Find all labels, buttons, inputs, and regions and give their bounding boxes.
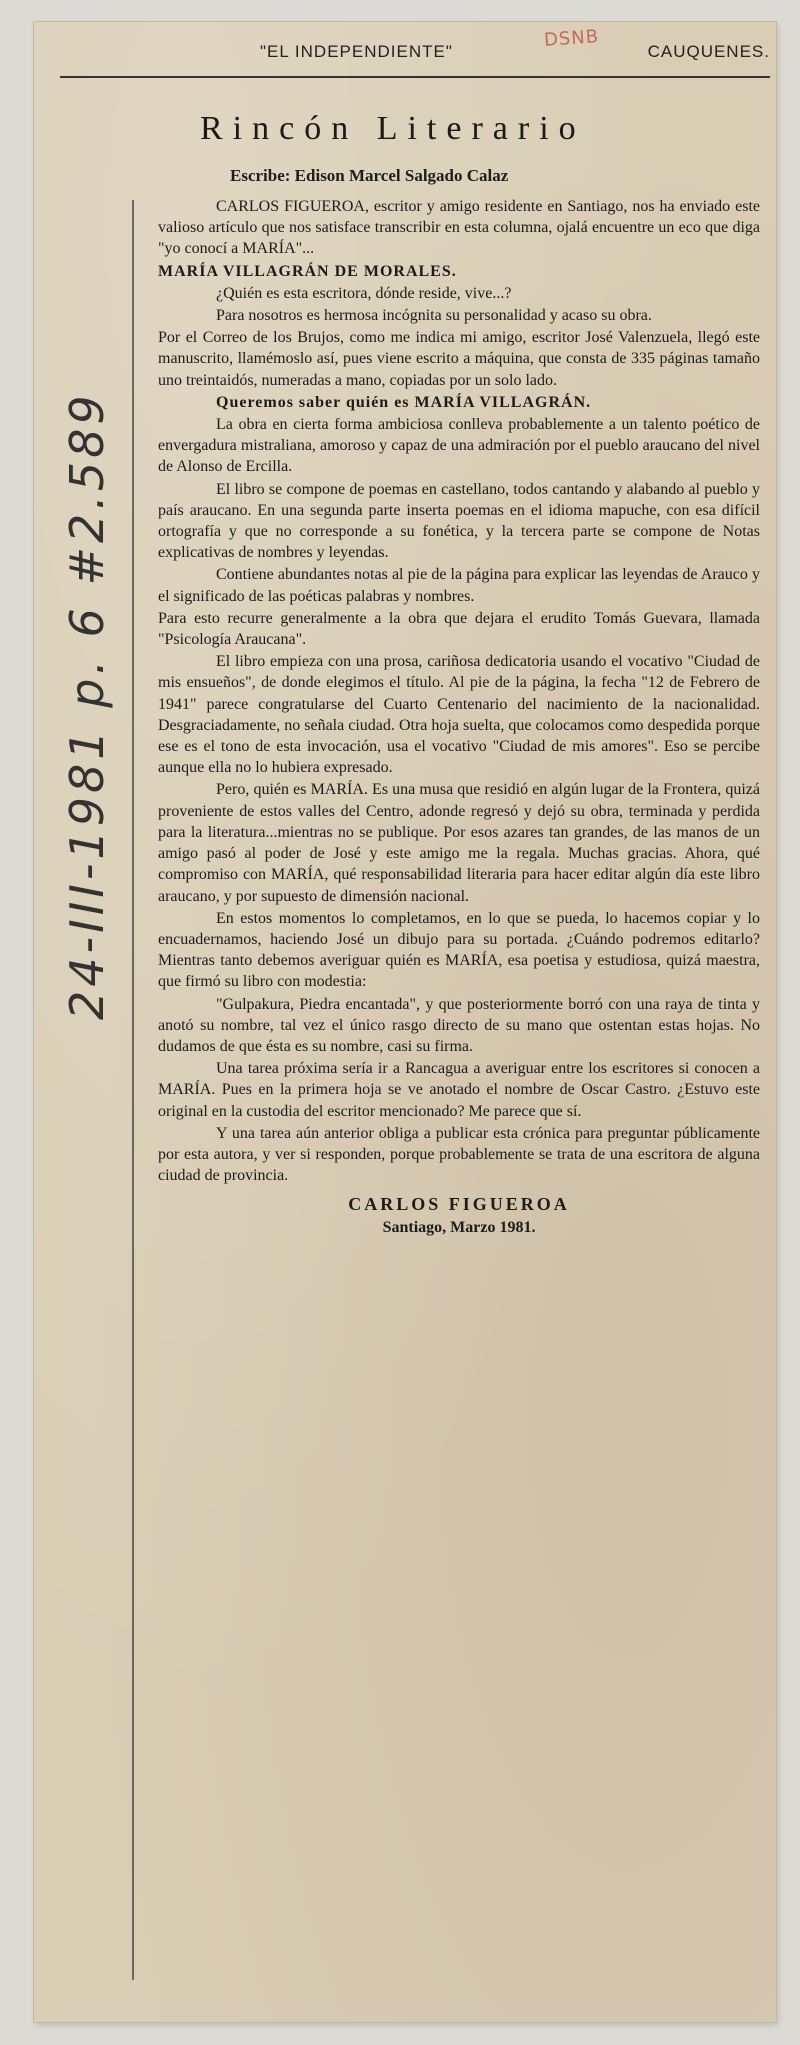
paragraph: ¿Quién es esta escritora, dónde reside, vive...? xyxy=(216,284,512,302)
margin-note-text: 24-III-1981 p. 6 #2.589 xyxy=(60,391,114,1020)
archive-stamp: DSNB xyxy=(543,26,600,51)
paragraph: Contiene abundantes notas al pie de la página para explicar las leyendas de Arauco y el significado de las poéticas palabras y nombres. xyxy=(158,566,760,605)
paragraph: Una tarea próxima sería ir a Rancagua a averiguar entre los escritores si conocen a MARÍA. Pues en la primera hoja se ve anotado el nombre de Oscar Castro. ¿Estuvo este original en la custodia del escritor mencionado? Me parece que sí. xyxy=(158,1060,760,1120)
paragraph: En estos momentos lo completamos, en lo que se pueda, lo hacemos copiar y lo encuadernamos, haciendo José un dibujo para su portada. ¿Cuándo podremos editarlo? Mientras tanto debemos averiguar quién es MARÍA, esa poetisa y estudiosa, quizá maestra, que firmó su libro con modestia: xyxy=(158,909,760,991)
dateline: Santiago, Marzo 1981. xyxy=(382,1218,536,1236)
paragraph: Por el Correo de los Brujos, como me indica mi amigo, escritor José Valenzuela, llegó este manuscrito, llamémoslo así, pues viene escrito a máquina, que consta de 335 páginas tamaño uno treintaidós, numeradas a mano, copiadas por un solo lado. xyxy=(158,329,760,389)
margin-rule xyxy=(132,200,134,1980)
paragraph: CARLOS FIGUEROA, escritor y amigo residente en Santiago, nos ha enviado este valioso artículo que nos satisface transcribir en esta columna, ojalá encuentre un eco que diga "yo conocí a MARÍA"... xyxy=(158,198,760,258)
paragraph: Para esto recurre generalmente a la obra que dejara el erudito Tomás Guevara, llamada "Psicología Araucana". xyxy=(158,609,760,649)
paragraph: Pero, quién es MARÍA. Es una musa que residió en algún lugar de la Frontera, quizá proveniente de estos valles del Centro, adonde regresó y dejó su obra, terminada y perdida para la literatura...mientras no se publique. Por esos azares tan grandes, de las manos de un amigo pasó al poder de José y este amigo me la regala. Muchas gracias. Ahora, qué compromiso con MARÍA, qué responsabilidad literaria para hacer editar algún día este libro araucano, y por supuesto de dimensión nacional. xyxy=(158,781,760,905)
paragraph: Y una tarea aún anterior obliga a publicar esta crónica para preguntar públicamente por esta autora, y ver si responden, porque probablemente se trata de una escritora de alguna ciudad de provincia. xyxy=(158,1124,760,1185)
paragraph: Queremos saber quién es MARÍA VILLAGRÁN. xyxy=(216,393,592,411)
paragraph: Para nosotros es hermosa incógnita su personalidad y acaso su obra. xyxy=(216,307,652,325)
newspaper-name: "EL INDEPENDIENTE" xyxy=(260,42,453,61)
byline: Escribe: Edison Marcel Salgado Calaz xyxy=(230,166,509,185)
handwritten-margin-note xyxy=(50,200,114,1020)
paragraph: "Gulpakura, Piedra encantada", y que posteriormente borró con una raya de tinta y anotó su nombre, tal vez el único rasgo directo de su mano que ostentan estas hojas. No dudamos de que ésta es su nombre, casi su firma. xyxy=(158,995,760,1055)
newspaper-city: CAUQUENES. xyxy=(647,42,770,61)
article-heading: MARÍA VILLAGRÁN DE MORALES. xyxy=(158,262,457,280)
paragraph: El libro se compone de poemas en castellano, todos cantando y alabando al pueblo y país araucano. En una segunda parte inserta poemas en el idioma mapuche, con esa difícil ortografía y que no corresponde a su fonética, y la tercera parte se compone de Notas explicativas de nombres y leyendas. xyxy=(158,480,760,562)
column-title: Rincón Literario xyxy=(200,110,586,147)
paragraph: El libro empieza con una prosa, cariñosa dedicatoria usando el vocativo "Ciudad de mis ensueños", de donde elegimos el título. Al pie de la página, la fecha "12 de Febrero de 1941" parece congratularse del Cuarto Centenario del nacimiento de la nacionalidad. Desgraciadamente, no señala ciudad. Otra hoja suelta, que colocamos como despedida porque ese es el tono de esta invocación, usa el vocativo "Ciudad de mis amores". Eso se percibe aunque ella no lo hubiera expresado. xyxy=(158,653,760,777)
masthead xyxy=(60,26,770,62)
signature: CARLOS FIGUEROA xyxy=(348,1194,570,1215)
article-body xyxy=(158,196,760,1239)
paragraph: La obra en cierta forma ambiciosa conlleva probablemente a un talento poético de envergadura mistraliana, amoroso y capaz de una admiración por el pueblo araucano del nivel de Alonso de Ercilla. xyxy=(158,416,760,476)
masthead-rule xyxy=(60,76,770,78)
